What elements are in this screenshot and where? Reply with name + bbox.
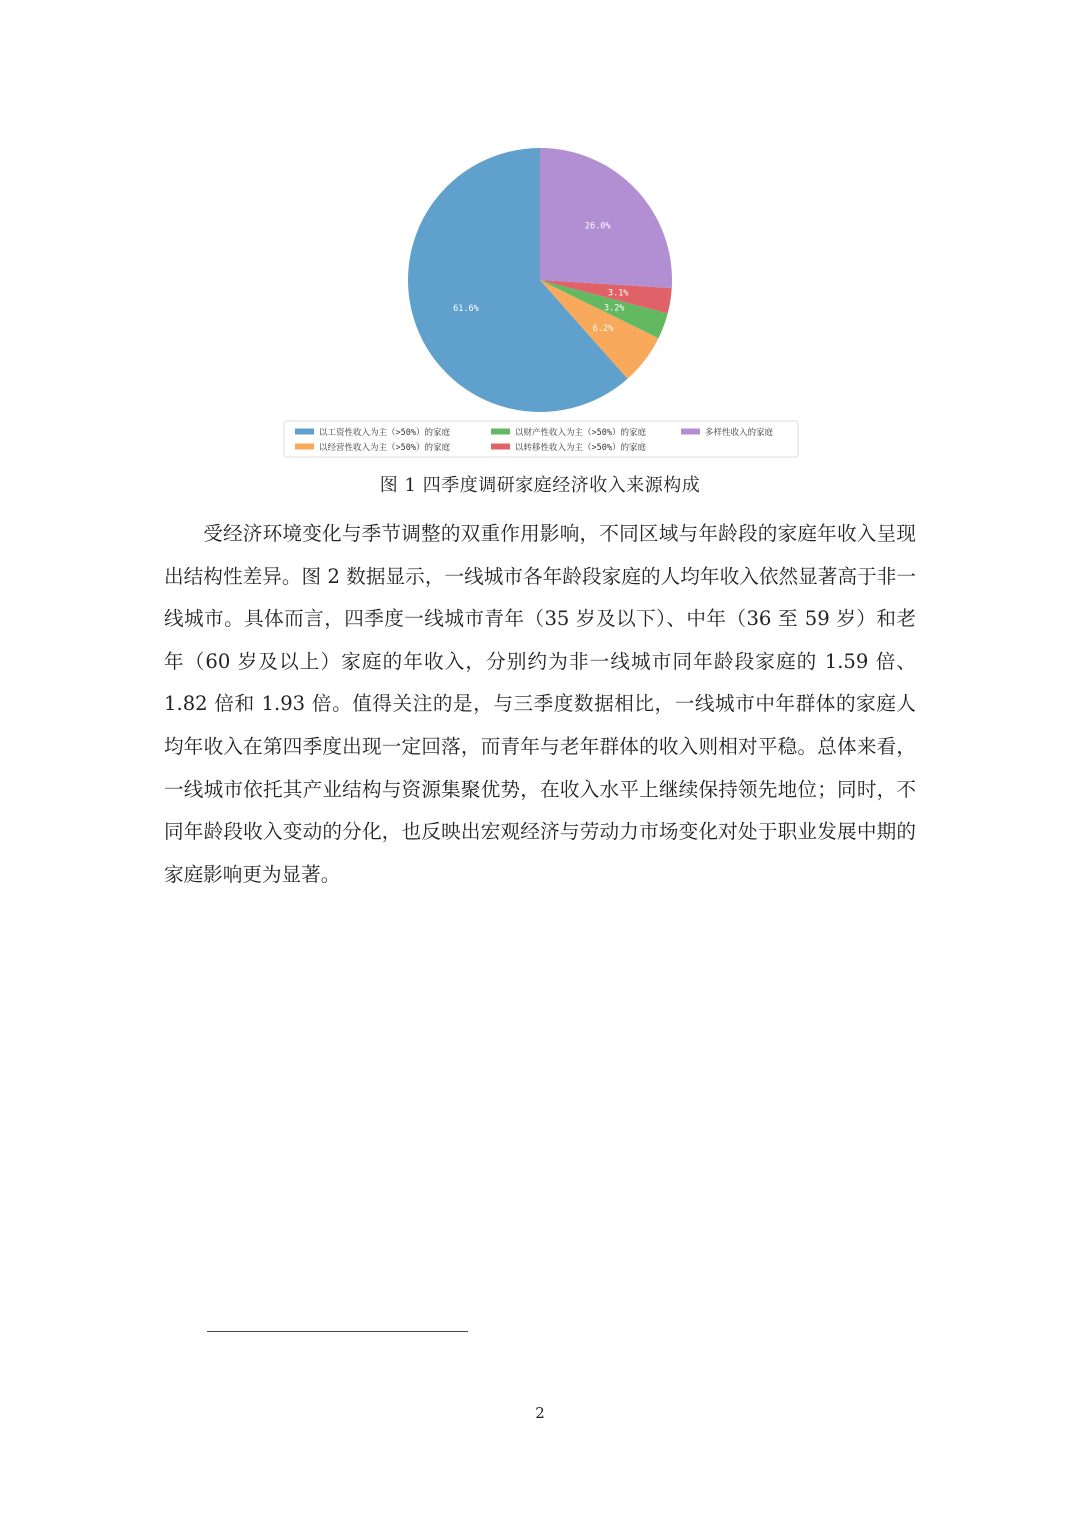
footnote-separator bbox=[207, 1331, 468, 1332]
pie-slice bbox=[540, 148, 672, 288]
legend-label: 以财产性收入为主（>50%）的家庭 bbox=[515, 428, 646, 438]
legend-label: 以经营性收入为主（>50%）的家庭 bbox=[319, 443, 450, 453]
legend-swatch bbox=[681, 429, 700, 435]
legend-swatch bbox=[295, 444, 314, 450]
pie-slices bbox=[408, 148, 672, 412]
body-paragraph: 受经济环境变化与季节调整的双重作用影响，不同区域与年龄段的家庭年收入呈现出结构性差异。图 2 数据显示，一线城市各年龄段家庭的人均年收入依然显著高于非一线城市。具体而言，四季度一线城市青年（35 岁及以下）、中年（36 至 59 岁）和老年（60 岁及以上）家庭的年收入，分别约为非一线城市同年龄段家庭的 1.59 倍、1.82 倍和 1.93 倍。值得关注的是，与三季度数据相比，一线城市中年群体的家庭人均年收入在第四季度出现一定回落，而青年与老年群体的收入则相对平稳。总体来看，一线城市依托其产业结构与资源集聚优势，在收入水平上继续保持领先地位；同时，不同年龄段收入变动的分化，也反映出宏观经济与劳动力市场变化对处于职业发展中期的家庭影响更为显著。 bbox=[164, 522, 916, 886]
pie-slice-label: 61.6% bbox=[453, 304, 479, 315]
income-source-pie-chart bbox=[283, 140, 801, 460]
legend-label: 以转移性收入为主（>50%）的家庭 bbox=[515, 443, 646, 453]
figure-caption: 图 1 四季度调研家庭经济收入来源构成 bbox=[379, 475, 701, 496]
legend-swatch bbox=[295, 429, 314, 435]
pie-slice-label: 3.1% bbox=[607, 288, 629, 299]
legend-label: 以工资性收入为主（>50%）的家庭 bbox=[319, 428, 450, 438]
page-number: 2 bbox=[535, 1404, 545, 1422]
pie-slice-label: 3.2% bbox=[603, 303, 625, 314]
chart-legend bbox=[284, 421, 798, 457]
legend-label: 多样性收入的家庭 bbox=[705, 428, 774, 438]
legend-swatch bbox=[491, 429, 510, 435]
pie-slice-label: 26.0% bbox=[584, 221, 611, 232]
legend-swatch bbox=[491, 444, 510, 450]
pie-slice-label: 6.2% bbox=[592, 324, 614, 334]
